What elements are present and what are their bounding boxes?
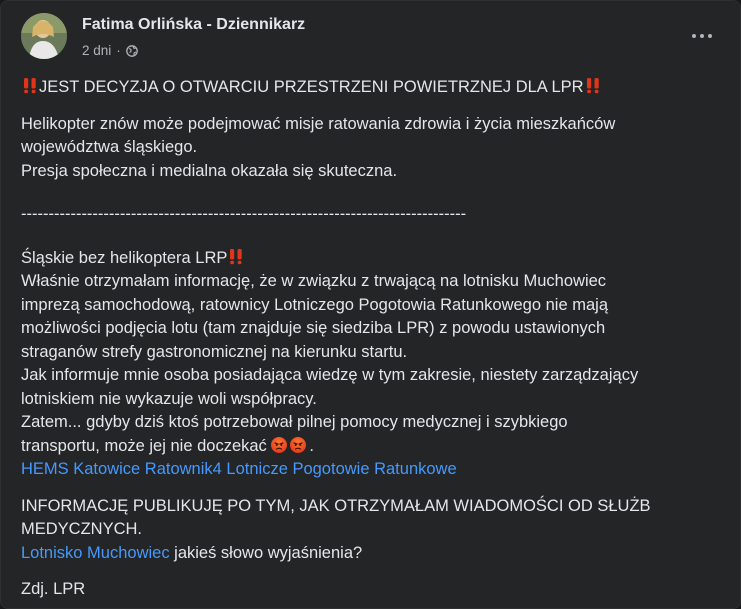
paragraph-line: lotniskiem nie wykazuje woli współpracy.: [21, 389, 317, 408]
paragraph-line-with-emoji: [21, 435, 721, 459]
post-meta: [82, 43, 138, 58]
angry-face-icon: [271, 437, 287, 453]
hashtag-links[interactable]: HEMS Katowice Ratownik4 Lotnicze Pogotowie Ratunkowe: [21, 460, 457, 478]
mention-link[interactable]: Lotnisko Muchowiec: [21, 543, 170, 562]
paragraph-line: Właśnie otrzymałam informację, że w związku z trwającą na lotnisku Muchowiec: [21, 272, 607, 290]
post-time[interactable]: 2 dni: [82, 43, 112, 58]
paragraph-line: Helikopter znów może podejmować misje ratowania zdrowia i życia mieszkańców: [21, 114, 616, 133]
text-divider: ---------------------------------------------------------------------------------: [21, 205, 467, 223]
paragraph-text: transportu, może jej nie doczekać: [21, 436, 267, 455]
paragraph-line: MEDYCZNYCH.: [21, 520, 143, 538]
paragraph-line: imprezą samochodową, ratownicy Lotniczego Pogotowia Ratunkowego nie mają: [21, 295, 608, 314]
more-horizontal-icon: [692, 34, 696, 38]
headline-text: JEST DECYZJA O OTWARCIU PRZESTRZENI POWIETRZNEJ DLA LPR: [39, 78, 584, 96]
paragraph-line: Zatem... gdyby dziś ktoś potrzebował pilnej pomocy medycznej i szybkiego: [21, 413, 568, 431]
mention-line: [21, 542, 721, 566]
double-exclamation-icon: [228, 248, 244, 265]
paragraph-line: Jak informuje mnie osoba posiadająca wiedzę w tym zakresie, niestety zarządzający: [21, 366, 639, 384]
mention-rest: jakieś słowo wyjaśnienia?: [169, 543, 363, 562]
sentence-end: .: [309, 436, 314, 455]
paragraph-line: możliwości podjęcia lotu (tam znajduje się siedziba LPR) z powodu ustawionych: [21, 319, 606, 337]
paragraph-line: Presja społeczna i medialna okazała się skuteczna.: [21, 161, 398, 180]
photo-credit: Zdj. LPR: [21, 580, 86, 598]
avatar-image: [21, 13, 67, 59]
post-header: [21, 13, 721, 61]
double-exclamation-icon: [22, 77, 38, 94]
globe-icon: [126, 45, 138, 57]
paragraph-line: INFORMACJĘ PUBLIKUJĘ PO TYM, JAK OTRZYMAŁAM WIADOMOŚCI OD SŁUŻB: [21, 496, 651, 515]
more-options-button[interactable]: [687, 21, 717, 51]
double-exclamation-icon: [585, 77, 601, 94]
meta-separator: ·: [116, 43, 121, 58]
author-avatar[interactable]: [21, 13, 67, 59]
post-content: [21, 76, 721, 602]
angry-face-icon: [290, 437, 306, 453]
headline: [21, 76, 721, 100]
paragraph-line: województwa śląskiego.: [21, 138, 198, 156]
author-name[interactable]: Fatima Orlińska - Dziennikarz: [82, 16, 306, 33]
paragraph-line: straganów strefy gastronomicznej na kierunku startu.: [21, 342, 408, 361]
subheading: [21, 247, 721, 271]
subheading-text: Śląskie bez helikoptera LRP: [21, 248, 228, 267]
